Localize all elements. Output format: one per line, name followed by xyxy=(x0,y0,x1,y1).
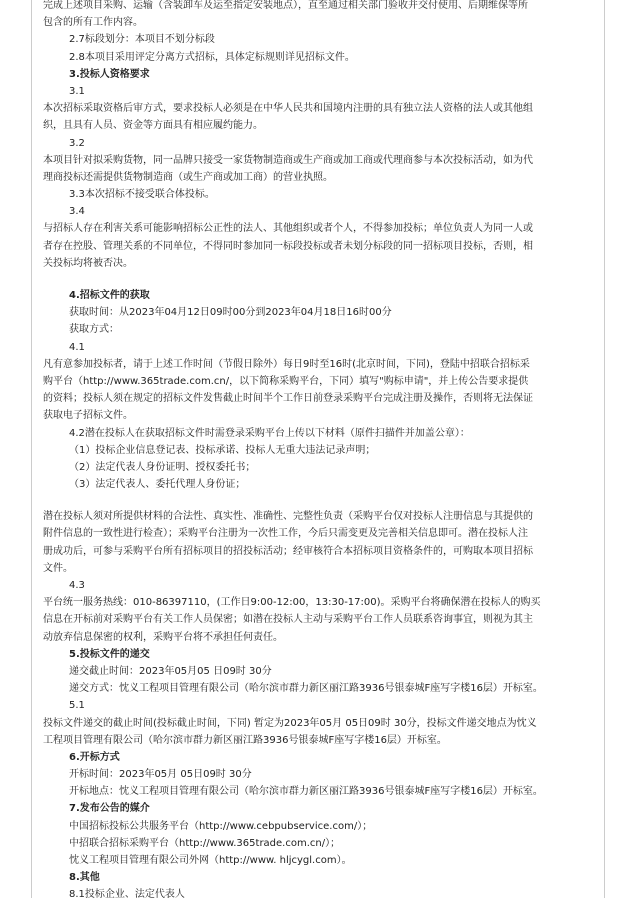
list-item: （3）法定代表人、委托代理人身份证； xyxy=(69,479,246,491)
paragraph-line: 获取电子招标文件。 xyxy=(43,410,133,422)
acquisition-method: 获取方式： xyxy=(69,324,119,336)
paragraph-line: 购平台（http://www.365trade.com.cn/，以下简称采购平台，下同）填写"购标申请"，并上传公告要求提供 xyxy=(43,375,529,387)
section-heading-3: 3.投标人资格要求 xyxy=(69,68,150,80)
clause-3-3: 3.3本次招标不接受联合体投标。 xyxy=(69,189,215,201)
clause-2-8: 2.8本项目采用评定分离方式招标，具体定标规则详见招标文件。 xyxy=(69,51,355,63)
media-item: 中招联合招标采购平台（http://www.365trade.com.cn/）； xyxy=(69,837,341,849)
acquisition-time: 获取时间：从2023年04月12日09时00分到2023年04月18日16时00分 xyxy=(69,307,392,319)
section-heading-4: 4.招标文件的获取 xyxy=(69,290,150,301)
clause-number: 3.4 xyxy=(69,206,85,218)
paragraph-line: 平台统一服务热线：010-86397110，(工作日9:00-12:00，13:30-17:00)。采购平台将确保潜在投标人的购买 xyxy=(43,597,541,609)
paragraph-line: 动放弃信息保密的权利，采购平台将不承担任何责任。 xyxy=(43,631,283,643)
spacer xyxy=(43,493,593,508)
opening-time: 开标时间：2023年05月 05日09时 30分 xyxy=(69,769,252,781)
paragraph-line: 本项目针对拟采购货物，同一品牌只接受一家货物制造商或生产商或加工商或代理商参与本次投标活动，如为代 xyxy=(43,154,533,166)
section-heading-8: 8.其他 xyxy=(69,872,100,884)
clause-4-2: 4.2潜在投标人在获取招标文件时需登录采购平台上传以下材料（原件扫描件并加盖公章）： xyxy=(69,427,470,439)
paragraph-line: 册成功后，可参与采购平台所有招标项目的招投标活动；经审核符合本招标项目资格条件的，可购取本项目招标 xyxy=(43,545,533,557)
clause-8-1: 8.1投标企业、法定代表人 xyxy=(69,889,185,901)
paragraph-line: 关投标均将被否决。 xyxy=(43,257,133,269)
paragraph-line: 文件。 xyxy=(43,562,73,574)
paragraph-line: 完成上述项目采购、运输（含装卸车及运至指定安装地点），直至通过相关部门验收并交付使用、后期维保等所 xyxy=(43,0,528,11)
page-border-left xyxy=(31,0,32,898)
paragraph-line: 理商投标还需提供货物制造商（或生产商或加工商）的营业执照。 xyxy=(43,171,333,183)
section-heading-6: 6.开标方式 xyxy=(69,751,120,763)
section-heading-7: 7.发布公告的媒介 xyxy=(69,803,150,815)
paragraph-line: 凡有意参加投标者，请于上述工作时间（节假日除外）每日9时至16时(北京时间，下同)，登陆中招联合招标采 xyxy=(43,358,530,370)
section-heading-5: 5.投标文件的递交 xyxy=(69,648,150,660)
paragraph-line: 投标文件递交的截止时间(投标截止时间，下同) 暂定为2023年05月 05日09时 30分，投标文件递交地点为忱义 xyxy=(43,717,537,729)
submission-deadline: 递交截止时间：2023年05月05 日09时 30分 xyxy=(69,665,272,677)
page-border-right xyxy=(604,0,605,898)
list-item: （1）投标企业信息登记表、投标承诺、投标人无重大违法记录声明； xyxy=(69,444,376,456)
paragraph-line: 织，且具有人员、资金等方面具有相应履约能力。 xyxy=(43,120,263,132)
media-item: 忱义工程项目管理有限公司外网（http://www. hljcygl.com）。 xyxy=(69,855,352,866)
paragraph-line: 工程项目管理有限公司（哈尔滨市群力新区丽江路3936号银泰城F座写字楼16层）开标室。 xyxy=(43,734,447,746)
clause-number: 5.1 xyxy=(69,700,85,712)
clause-number: 3.1 xyxy=(69,85,85,97)
paragraph-line: 的资料；投标人须在规定的招标文件发售截止时间半个工作日前登录采购平台完成注册及操作，否则将无法保证 xyxy=(43,393,533,405)
opening-place: 开标地点：忱义工程项目管理有限公司（哈尔滨市群力新区丽江路3936号银泰城F座写字楼16层）开标室。 xyxy=(69,786,543,798)
list-item: （2）法定代表人身份证明、授权委托书； xyxy=(69,461,256,473)
paragraph-line: 信息在开标前对采购平台有关工作人员保密；如潜在投标人主动与采购平台工作人员联系咨询事宜，则视为其主 xyxy=(43,614,533,626)
clause-number: 3.2 xyxy=(69,137,85,149)
submission-method: 递交方式：忱义工程项目管理有限公司（哈尔滨市群力新区丽江路3936号银泰城F座写字楼16层）开标室。 xyxy=(69,683,543,695)
clause-number: 4.3 xyxy=(69,580,85,591)
paragraph-line: 潜在投标人须对所提供材料的合法性、真实性、准确性、完整性负责（采购平台仅对投标人注册信息与其提供的 xyxy=(43,511,533,523)
media-item: 中国招标投标公共服务平台（http://www.cebpubservice.com/）； xyxy=(69,820,373,832)
paragraph-line: 者存在控股、管理关系的不同单位，不得同时参加同一标段投标或者未划分标段的同一招标项目投标，否则，相 xyxy=(43,240,533,252)
clause-number: 4.1 xyxy=(69,341,85,353)
announcement-body xyxy=(43,0,593,904)
paragraph-line: 与招标人存在利害关系可能影响招标公正性的法人、其他组织或者个人，不得参加投标；单位负责人为同一人或 xyxy=(43,223,533,235)
paragraph-line: 本次招标采取资格后审方式，要求投标人必须是在中华人民共和国境内注册的具有独立法人资格的法人或其他组 xyxy=(43,103,533,115)
spacer xyxy=(43,272,593,287)
clause-2-7: 2.7标段划分：本项目不划分标段 xyxy=(69,34,215,46)
paragraph-line: 附件信息的一致性进行检查）；采购平台注册为一次性工作，今后只需变更及完善相关信息即可。潜在投标人注 xyxy=(43,528,528,540)
paragraph-line: 包含的所有工作内容。 xyxy=(43,17,143,29)
